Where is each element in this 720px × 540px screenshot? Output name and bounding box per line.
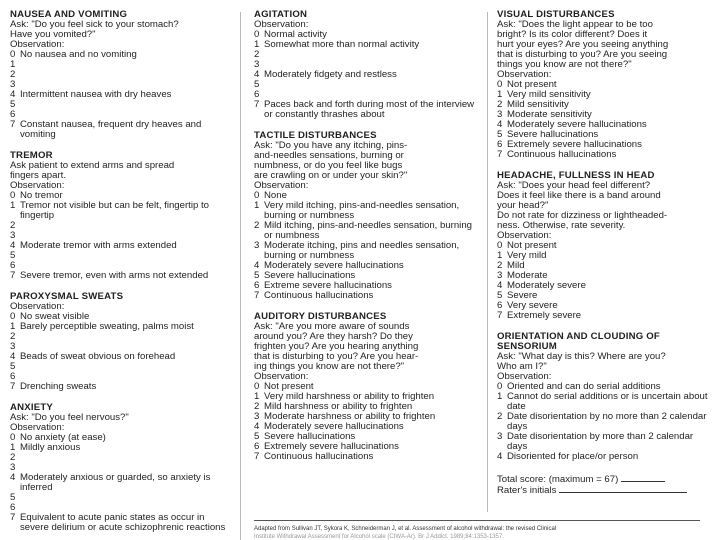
rating-description: Normal activity bbox=[264, 29, 327, 40]
prompt-line: Ask: "Are you more aware of sounds bbox=[254, 321, 410, 332]
rating-option bbox=[497, 392, 709, 412]
column-right bbox=[497, 10, 709, 496]
rating-description: Continuous hallucinations bbox=[507, 149, 617, 160]
rating-option bbox=[10, 201, 232, 221]
rating-description: Very mild bbox=[507, 250, 547, 261]
rating-description: Mildly anxious bbox=[20, 442, 81, 453]
rating-description: Moderately severe hallucinations bbox=[264, 260, 404, 271]
right-column-sections bbox=[497, 10, 709, 462]
rating-number: 2 bbox=[497, 411, 503, 422]
rating-number: 3 bbox=[497, 109, 503, 120]
rating-option bbox=[497, 311, 709, 321]
rating-number: 2 bbox=[254, 220, 260, 231]
rating-number: 2 bbox=[10, 331, 16, 342]
rating-number: 4 bbox=[10, 89, 16, 100]
prompt-line: Ask: "Does your head feel different? bbox=[497, 180, 651, 191]
rating-option bbox=[497, 432, 709, 452]
prompt-line: Observation: bbox=[497, 69, 552, 80]
rating-description: Extremely severe hallucinations bbox=[507, 139, 642, 150]
prompt-line: frighten you? Are you hearing anything bbox=[254, 341, 419, 352]
rating-number: 5 bbox=[497, 290, 503, 301]
section-tactile-disturbances bbox=[254, 131, 480, 301]
section-tremor bbox=[10, 151, 232, 281]
prompt-line: Ask: "Do you feel sick to your stomach? bbox=[10, 19, 179, 30]
rating-option bbox=[497, 412, 709, 432]
rating-description: Disoriented for place/or person bbox=[507, 451, 639, 462]
rating-number: 1 bbox=[10, 442, 16, 453]
section-heading: PAROXYSMAL SWEATS bbox=[10, 291, 124, 302]
prompt-line: and-needles sensations, burning or bbox=[254, 150, 404, 161]
citation-footer-cont: Institute Withdrawal Assessment for Alcohol scale (CIWA-Ar). Br J Addict. 1989;84:1353-1357. bbox=[254, 534, 504, 540]
rating-description: Not present bbox=[507, 240, 557, 251]
prompt-line: Ask: "Does the light appear to be too bbox=[497, 19, 653, 30]
rating-number: 7 bbox=[10, 119, 16, 130]
rating-number: 4 bbox=[254, 260, 260, 271]
rating-number: 2 bbox=[497, 99, 503, 110]
rating-number: 1 bbox=[497, 89, 503, 100]
rating-description: Date disorientation by no more than 2 calendar days bbox=[507, 411, 707, 432]
rating-number: 0 bbox=[497, 79, 503, 90]
rating-option bbox=[10, 493, 232, 503]
column-divider-2 bbox=[487, 12, 488, 512]
rating-number: 4 bbox=[10, 351, 16, 362]
rating-number: 3 bbox=[497, 431, 503, 442]
section-headache-fullness-in-head bbox=[497, 171, 709, 321]
rating-number: 0 bbox=[10, 49, 16, 60]
raters-initials-row bbox=[497, 485, 709, 496]
rating-number: 5 bbox=[10, 250, 16, 261]
rating-number: 5 bbox=[10, 361, 16, 372]
rating-description: Severe hallucinations bbox=[264, 270, 356, 281]
prompt-line: Have you vomited?" bbox=[10, 29, 96, 40]
section-anxiety bbox=[10, 403, 232, 533]
raters-initials-blank[interactable] bbox=[559, 485, 687, 493]
prompt-line: your head?" bbox=[497, 200, 549, 211]
prompt-line: Ask patient to extend arms and spread bbox=[10, 160, 175, 171]
rating-number: 4 bbox=[254, 421, 260, 432]
rating-description: Moderately severe bbox=[507, 280, 586, 291]
rating-description: Moderate itching, pins and needles sensation, burning or numbness bbox=[264, 240, 460, 261]
rating-option bbox=[497, 452, 709, 462]
rating-option bbox=[10, 100, 232, 110]
rating-option bbox=[254, 50, 480, 60]
section-heading: HEADACHE, FULLNESS IN HEAD bbox=[497, 170, 655, 181]
rating-option bbox=[254, 201, 480, 221]
rating-option bbox=[254, 221, 480, 241]
rating-description: Mild sensitivity bbox=[507, 99, 569, 110]
rating-number: 2 bbox=[10, 220, 16, 231]
prompt-line: Observation: bbox=[254, 371, 309, 382]
rating-option bbox=[254, 291, 480, 301]
rating-number: 7 bbox=[497, 149, 503, 160]
section-agitation bbox=[254, 10, 480, 120]
rating-description: No sweat visible bbox=[20, 311, 90, 322]
rating-description bbox=[20, 60, 232, 70]
total-score-blank[interactable] bbox=[621, 474, 665, 482]
rating-option bbox=[254, 70, 480, 80]
rating-number: 7 bbox=[10, 381, 16, 392]
rating-option bbox=[10, 322, 232, 332]
rating-description: Moderately severe hallucinations bbox=[507, 119, 647, 130]
rating-description: Very mild harshness or ability to frighten bbox=[264, 391, 435, 402]
rating-number: 3 bbox=[10, 230, 16, 241]
rating-number: 0 bbox=[10, 190, 16, 201]
rating-option bbox=[254, 100, 480, 120]
rating-number: 1 bbox=[254, 39, 260, 50]
section-heading: AGITATION bbox=[254, 9, 308, 20]
prompt-line: Observation: bbox=[254, 19, 309, 30]
rating-description: No anxiety (at ease) bbox=[20, 432, 106, 443]
rating-description bbox=[20, 221, 232, 231]
section-auditory-disturbances bbox=[254, 312, 480, 462]
rating-description: Tremor not visible but can be felt, fingertip to fingertip bbox=[20, 200, 209, 221]
prompt-line: Does it feel like there is a band around bbox=[497, 190, 661, 201]
rating-number: 7 bbox=[497, 310, 503, 321]
rating-number: 0 bbox=[497, 381, 503, 392]
rating-option bbox=[10, 221, 232, 231]
rating-description: Mild bbox=[507, 260, 525, 271]
rating-option bbox=[10, 120, 232, 140]
rating-number: 0 bbox=[254, 29, 260, 40]
prompt-line: hurt your eyes? Are you seeing anything bbox=[497, 39, 669, 50]
rating-description bbox=[20, 70, 232, 80]
rating-description bbox=[20, 453, 232, 463]
rating-option bbox=[254, 241, 480, 261]
rating-option bbox=[10, 271, 232, 281]
rating-option bbox=[10, 352, 232, 362]
rating-description: Extremely severe bbox=[507, 310, 582, 321]
prompt-line: that is disturbing to you? Are you hear- bbox=[254, 351, 419, 362]
rating-description: Moderate tremor with arms extended bbox=[20, 240, 177, 251]
rating-number: 1 bbox=[10, 321, 16, 332]
rating-description: Severe hallucinations bbox=[264, 431, 356, 442]
rating-number: 5 bbox=[254, 270, 260, 281]
rating-option bbox=[10, 382, 232, 392]
prompt-line: ing things you know are not there?" bbox=[254, 361, 405, 372]
rating-option bbox=[254, 80, 480, 90]
section-visual-disturbances bbox=[497, 10, 709, 160]
section-heading: AUDITORY DISTURBANCES bbox=[254, 311, 387, 322]
rating-number: 1 bbox=[10, 200, 16, 211]
rating-number: 3 bbox=[10, 79, 16, 90]
prompt-line: around you? Are they harsh? Do they bbox=[254, 331, 413, 342]
rating-number: 2 bbox=[10, 452, 16, 463]
rating-number: 1 bbox=[10, 59, 16, 70]
column-left bbox=[10, 10, 232, 540]
rating-option bbox=[10, 90, 232, 100]
rating-description: Not present bbox=[264, 381, 314, 392]
rating-option bbox=[10, 70, 232, 80]
rating-number: 5 bbox=[10, 99, 16, 110]
rating-description bbox=[20, 493, 232, 503]
rating-description: Date disorientation by more than 2 calendar days bbox=[507, 431, 694, 452]
rating-description: Cannot do serial additions or is uncertain about date bbox=[507, 391, 708, 412]
rating-description: Barely perceptible sweating, palms moist bbox=[20, 321, 194, 332]
rating-option bbox=[254, 452, 480, 462]
rating-description: Equivalent to acute panic states as occur in severe delirium or acute schizophrenic reactions bbox=[20, 512, 226, 533]
rating-number: 4 bbox=[10, 472, 16, 483]
rating-number: 7 bbox=[254, 99, 260, 110]
prompt-line: Do not rate for dizziness or lightheaded- bbox=[497, 210, 668, 221]
rating-number: 2 bbox=[254, 49, 260, 60]
rating-option bbox=[10, 251, 232, 261]
prompt-line: Observation: bbox=[10, 39, 65, 50]
section-heading: NAUSEA AND VOMITING bbox=[10, 9, 128, 20]
rating-option bbox=[10, 332, 232, 342]
prompt-line: fingers apart. bbox=[10, 170, 66, 181]
rating-description: Constant nausea, frequent dry heaves and vomiting bbox=[20, 119, 202, 140]
rating-description bbox=[264, 50, 480, 60]
rating-description: Mild harshness or ability to frighten bbox=[264, 401, 413, 412]
rating-description: Intermittent nausea with dry heaves bbox=[20, 89, 172, 100]
rating-description: Moderate bbox=[507, 270, 548, 281]
rating-description: Oriented and can do serial additions bbox=[507, 381, 661, 392]
rating-number: 6 bbox=[497, 139, 503, 150]
rating-number: 1 bbox=[497, 391, 503, 402]
rating-description: Paces back and forth during most of the interview or constantly thrashes about bbox=[264, 99, 475, 120]
rating-number: 4 bbox=[254, 69, 260, 80]
rating-number: 0 bbox=[10, 311, 16, 322]
rating-option bbox=[497, 251, 709, 261]
rating-description bbox=[264, 80, 480, 90]
rating-description: Somewhat more than normal activity bbox=[264, 39, 420, 50]
rating-description: Moderately anxious or guarded, so anxiety is inferred bbox=[20, 472, 211, 493]
rating-number: 6 bbox=[10, 109, 16, 120]
raters-initials-label: Rater's initials bbox=[497, 485, 557, 496]
rating-number: 4 bbox=[497, 280, 503, 291]
rating-number: 0 bbox=[497, 240, 503, 251]
prompt-line: that is disturbing to you? Are you seeing bbox=[497, 49, 668, 60]
rating-description bbox=[20, 362, 232, 372]
rating-description: No tremor bbox=[20, 190, 63, 201]
rating-number: 6 bbox=[10, 371, 16, 382]
rating-description: Not present bbox=[507, 79, 557, 90]
scoring-block bbox=[497, 474, 709, 496]
rating-number: 7 bbox=[10, 512, 16, 523]
prompt-line: Observation: bbox=[254, 180, 309, 191]
prompt-line: bright? Is its color different? Does it bbox=[497, 29, 648, 40]
prompt-line: Ask: "Do you feel nervous?" bbox=[10, 412, 129, 423]
rating-option bbox=[254, 40, 480, 50]
rating-description bbox=[20, 251, 232, 261]
column-divider-1 bbox=[240, 12, 241, 540]
prompt-line: Ask: "Do you have any itching, pins- bbox=[254, 140, 408, 151]
rating-number: 3 bbox=[497, 270, 503, 281]
rating-description: Moderately fidgety and restless bbox=[264, 69, 397, 80]
rating-description: Mild itching, pins-and-needles sensation, burning or numbness bbox=[264, 220, 472, 241]
rating-number: 6 bbox=[254, 89, 260, 100]
rating-number: 3 bbox=[254, 59, 260, 70]
rating-option bbox=[10, 50, 232, 60]
rating-description: Continuous hallucinations bbox=[264, 290, 374, 301]
rating-number: 7 bbox=[10, 270, 16, 281]
rating-number: 0 bbox=[10, 432, 16, 443]
rating-number: 7 bbox=[254, 290, 260, 301]
rating-description: No nausea and no vomiting bbox=[20, 49, 137, 60]
rating-description: Drenching sweats bbox=[20, 381, 97, 392]
rating-description: Severe bbox=[507, 290, 538, 301]
prompt-line: numbness, or do you feel like bugs bbox=[254, 160, 403, 171]
rating-number: 5 bbox=[10, 492, 16, 503]
total-score-label: Total score: (maximum = 67) bbox=[497, 474, 709, 485]
rating-number: 6 bbox=[254, 280, 260, 291]
rating-number: 2 bbox=[497, 260, 503, 271]
rating-option bbox=[10, 513, 232, 533]
rating-description bbox=[20, 332, 232, 342]
rating-option bbox=[497, 150, 709, 160]
rating-number: 6 bbox=[10, 260, 16, 271]
rating-number: 4 bbox=[497, 119, 503, 130]
rating-number: 0 bbox=[254, 190, 260, 201]
rating-number: 5 bbox=[254, 431, 260, 442]
rating-number: 3 bbox=[254, 240, 260, 251]
rating-option bbox=[10, 453, 232, 463]
section-nausea-and-vomiting bbox=[10, 10, 232, 140]
section-heading: VISUAL DISTURBANCES bbox=[497, 9, 615, 20]
prompt-line: Observation: bbox=[10, 180, 65, 191]
rating-description: Moderate sensitivity bbox=[507, 109, 592, 120]
rating-option bbox=[10, 362, 232, 372]
rating-number: 2 bbox=[10, 69, 16, 80]
section-heading: TREMOR bbox=[10, 150, 53, 161]
column-middle bbox=[254, 10, 480, 473]
prompt-line: Observation: bbox=[10, 422, 65, 433]
rating-description: None bbox=[264, 190, 287, 201]
rating-number: 6 bbox=[10, 502, 16, 513]
rating-number: 4 bbox=[497, 451, 503, 462]
rating-number: 3 bbox=[254, 411, 260, 422]
rating-number: 6 bbox=[497, 300, 503, 311]
rating-number: 5 bbox=[497, 129, 503, 140]
rating-number: 1 bbox=[497, 250, 503, 261]
rating-number: 1 bbox=[254, 391, 260, 402]
rating-number: 6 bbox=[254, 441, 260, 452]
rating-number: 7 bbox=[254, 451, 260, 462]
rating-number: 3 bbox=[10, 462, 16, 473]
rating-number: 5 bbox=[254, 79, 260, 90]
rating-number: 3 bbox=[10, 341, 16, 352]
rating-description: Moderate harshness or ability to frighten bbox=[264, 411, 436, 422]
rating-description: Very mild sensitivity bbox=[507, 89, 591, 100]
prompt-line: are crawling on or under your skin?" bbox=[254, 170, 408, 181]
citation-footer: Adapted from Sullivan JT, Sykora K, Schneiderman J, et al. Assessment of alcohol withdrawal: the revised Clinical bbox=[254, 526, 557, 532]
rating-number: 0 bbox=[254, 381, 260, 392]
rating-description: Extremely severe hallucinations bbox=[264, 441, 399, 452]
section-orientation-and-clouding-of-sensorium bbox=[497, 332, 709, 462]
prompt-line: Observation: bbox=[497, 230, 552, 241]
section-paroxysmal-sweats bbox=[10, 292, 232, 392]
rating-description: Severe tremor, even with arms not extended bbox=[20, 270, 209, 281]
rating-description: Beads of sweat obvious on forehead bbox=[20, 351, 176, 362]
rating-option bbox=[10, 60, 232, 70]
section-heading: ANXIETY bbox=[10, 402, 53, 413]
section-heading: ORIENTATION AND CLOUDING OF SENSORIUM bbox=[497, 331, 660, 352]
prompt-line: things you know are not there?" bbox=[497, 59, 632, 70]
rating-number: 2 bbox=[254, 401, 260, 412]
rating-option bbox=[10, 241, 232, 251]
rating-description bbox=[20, 100, 232, 110]
rating-description: Moderately severe hallucinations bbox=[264, 421, 404, 432]
rating-description: Very mild itching, pins-and-needles sensation, burning or numbness bbox=[264, 200, 460, 221]
section-heading: TACTILE DISTURBANCES bbox=[254, 130, 377, 141]
prompt-line: Observation: bbox=[497, 371, 552, 382]
rating-number: 1 bbox=[254, 200, 260, 211]
rating-option bbox=[10, 473, 232, 493]
prompt-line: Observation: bbox=[10, 301, 65, 312]
rating-number: 4 bbox=[10, 240, 16, 251]
rating-description: Severe hallucinations bbox=[507, 129, 599, 140]
prompt-line: Who am I?" bbox=[497, 361, 547, 372]
rating-description: Extreme severe hallucinations bbox=[264, 280, 392, 291]
footer-rule bbox=[254, 520, 700, 521]
rating-description: Very severe bbox=[507, 300, 558, 311]
prompt-line: Ask: "What day is this? Where are you? bbox=[497, 351, 666, 362]
rating-description: Continuous hallucinations bbox=[264, 451, 374, 462]
rating-option bbox=[10, 443, 232, 453]
prompt-line: ness. Otherwise, rate severity. bbox=[497, 220, 626, 231]
